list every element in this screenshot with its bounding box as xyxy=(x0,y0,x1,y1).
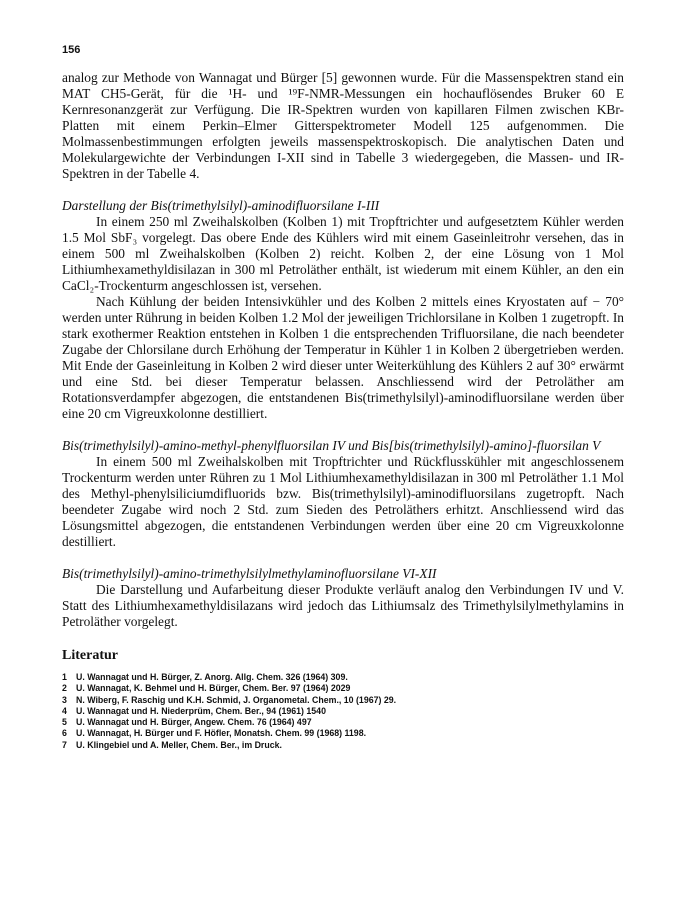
reference-text: U. Wannagat und H. Bürger, Z. Anorg. Allg. Chem. 326 (1964) 309. xyxy=(76,672,348,682)
literature-heading: Literatur xyxy=(62,648,118,663)
reference-item xyxy=(62,740,624,751)
section-heading-fluorsilan-iv-v: Bis(trimethylsilyl)-amino-methyl-phenylfluorsilan IV und Bis[bis(trimethylsilyl)-amino]-fluorsilan V xyxy=(62,438,601,453)
reference-number: 4 xyxy=(62,705,67,716)
reference-number: 1 xyxy=(62,672,67,682)
reference-item xyxy=(62,728,624,739)
reference-text: N. Wiberg, F. Raschig und K.H. Schmid, J. Organometal. Chem., 10 (1967) 29. xyxy=(76,694,397,705)
reference-text: U. Klingebiel und A. Meller, Chem. Ber., im Druck. xyxy=(76,739,282,750)
section-paragraph: In einem 250 ml Zweihalskolben (Kolben 1) mit Tropftrichter und aufgesetztem Kühler werden 1.5 Mol SbF₃ vorgelegt. Das obere Ende des Kühlers wird mit einem Gaseinleitrohr versehen, das in einem 500 ml Zweihalskolben (Kolben 2) reicht. Kolben 2, der eine Lösung von 1 Mol Lithiumhexamethyldisilazan in 300 ml Petroläther enthält, ist wiederum mit einem Kühler, an den ein CaCl₂-Trockenturm angeschlossen ist, versehen. xyxy=(62,214,624,293)
reference-item xyxy=(62,695,624,706)
page-number: 156 xyxy=(62,44,81,56)
section-heading-fluorsilane-vi-xii: Bis(trimethylsilyl)-amino-trimethylsilylmethylaminofluorsilane VI-XII xyxy=(62,566,437,581)
section-paragraph: Die Darstellung und Aufarbeitung dieser Produkte verläuft analog den Verbindungen IV und V. Statt des Lithiumhexamethyldisilazans wird jedoch das Lithiumsalz des Trimethylsilylmethylamins in Petroläther vorgelegt. xyxy=(62,582,624,629)
reference-number: 7 xyxy=(62,739,67,750)
reference-number: 3 xyxy=(62,694,67,705)
reference-number: 2 xyxy=(62,683,67,694)
reference-item xyxy=(62,717,624,728)
reference-text: U. Wannagat und H. Niederprüm, Chem. Ber., 94 (1961) 1540 xyxy=(76,705,326,716)
reference-text: U. Wannagat, H. Bürger und F. Höfler, Monatsh. Chem. 99 (1968) 1198. xyxy=(76,728,367,739)
reference-number: 6 xyxy=(62,728,67,739)
reference-text: U. Wannagat und H. Bürger, Angew. Chem. 76 (1964) 497 xyxy=(76,717,312,728)
reference-text: U. Wannagat, K. Behmel und H. Bürger, Chem. Ber. 97 (1964) 2029 xyxy=(76,683,351,694)
intro-paragraph: analog zur Methode von Wannagat und Bürger [5] gewonnen wurde. Für die Massenspektren stand ein MAT CH5-Gerät, für die ¹H- und ¹⁹F-NMR-Messungen ein hochauflösendes Bruker 60 E Kernresonanzgerät zur Verfügung. Die IR-Spektren wurden von kapillaren Filmen zwischen KBr-Platten mit einem Perkin–Elmer Gitterspektrometer Modell 125 aufgenommen. Die Molmassenbestimmungen erfolgten jeweils massenspektroskopisch. Die analytischen Daten und Molekulargewichte der Verbindungen I-XII sind in Tabelle 3 wiedergegeben, die Massen- und IR-Spektren in der Tabelle 4. xyxy=(62,70,624,181)
section-paragraph: Nach Kühlung der beiden Intensivkühler und des Kolben 2 mittels eines Kryostaten auf − 70° werden unter Rührung in beiden Kolben 1.2 Mol der jeweiligen Trichlorsilane in Kolben 1 zugetropft. In stark exothermer Reaktion entstehen in Kolben 1 die entsprechenden Trifluorsilane, die nach beendeter Zugabe der Chlorsilane durch Erhöhung der Temperatur in Kühler 1 in Kolben 2 übergetrieben werden. Mit Ende der Gaseinleitung in Kolben 2 wird dieser unter Weiterkühlung des Kühlers 2 auf 30° erwärmt und eine Std. bei dieser Temperatur belassen. Anschliessend wird der Petroläther am Rotationsverdampfer abgezogen, die entstandenen Bis(trimethylsilyl)-aminodifluorsilane werden über eine 20 cm Vigreuxkolonne destilliert. xyxy=(62,294,624,421)
section-heading-aminodifluorsilane: Darstellung der Bis(trimethylsilyl)-aminodifluorsilane I-III xyxy=(62,198,380,213)
section-paragraph: In einem 500 ml Zweihalskolben mit Tropftrichter und Rückflusskühler mit angeschlossenem Trockenturm werden unter Rühren zu 1 Mol Lithiumhexamethyldisilazan in 300 ml Petroläther 1.1 Mol des Methyl-phenylsiliciumdifluorids bzw. Bis(trimethylsilyl)-aminodifluorsilans zugetropft. Nach beendeter Zugabe wird noch 2 Std. zum Sieden des Petroläthers erhitzt. Anschliessend wird das Lösungsmittel abgezogen, die entstandenen Verbindungen werden über eine 20 cm Vigreuxkolonne destilliert. xyxy=(62,454,624,549)
reference-item xyxy=(62,683,624,694)
reference-item xyxy=(62,706,624,717)
reference-number: 5 xyxy=(62,717,67,728)
reference-item xyxy=(62,672,624,683)
reference-list xyxy=(62,672,624,751)
